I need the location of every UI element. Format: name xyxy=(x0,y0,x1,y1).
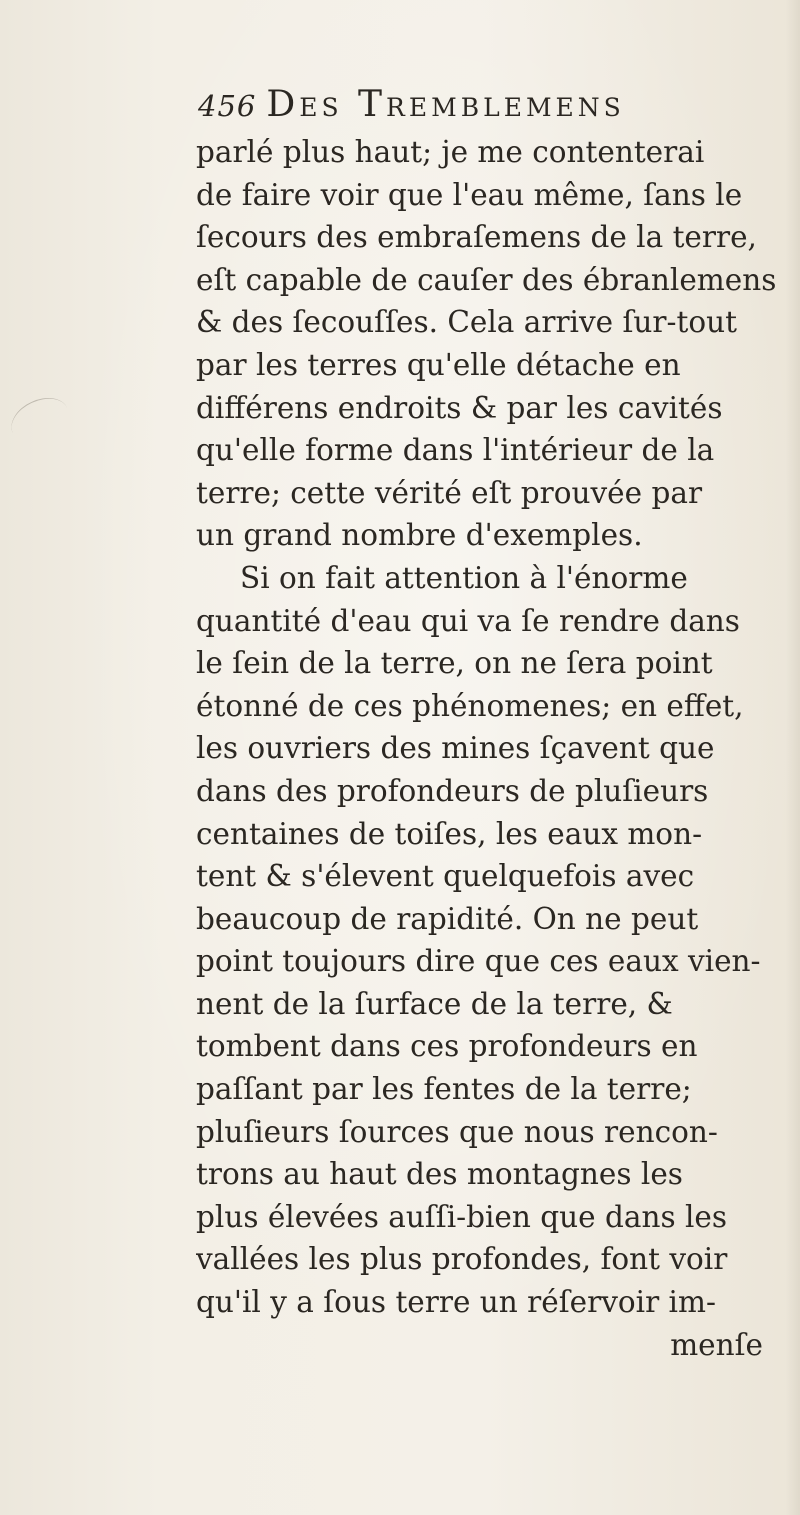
text-line: trons au haut des montagnes les xyxy=(196,1157,683,1192)
text-line: par les terres qu'elle détache en xyxy=(196,347,681,382)
text-line: tombent dans ces profondeurs en xyxy=(196,1029,698,1064)
body-text xyxy=(196,131,791,1366)
text-line: paſſant par les fentes de la terre; xyxy=(196,1072,692,1107)
text-line: tent & s'élevent quelquefois avec xyxy=(196,859,695,894)
text-line: & des ſecouſſes. Cela arrive ſur-tout xyxy=(196,305,737,340)
paragraph-start-line: Si on fait attention à l'énorme xyxy=(240,560,688,595)
text-line: un grand nombre d'exemples. xyxy=(196,518,643,553)
text-line: le ſein de la terre, on ne ſera point xyxy=(196,646,713,681)
text-line: de faire voir que l'eau même, ſans le xyxy=(196,177,743,212)
text-line: qu'elle forme dans l'intérieur de la xyxy=(196,433,715,468)
text-line: qu'il y a ſous terre un réſervoir im- xyxy=(196,1285,716,1320)
text-line: beaucoup de rapidité. On ne peut xyxy=(196,901,699,936)
text-line: étonné de ces phénomenes; en effet, xyxy=(196,688,744,723)
running-title: Des Tremblemens xyxy=(266,84,625,125)
page-number: 456 xyxy=(198,89,257,123)
text-line: centaines de toiſes, les eaux mon- xyxy=(196,816,703,851)
text-line: différens endroits & par les cavités xyxy=(196,390,723,425)
text-line: terre; cette vérité eſt prouvée par xyxy=(196,475,703,510)
margin-mark xyxy=(4,389,76,452)
text-line: plus élevées auſſi-bien que dans les xyxy=(196,1199,727,1234)
text-line: eſt capable de cauſer des ébranlemens xyxy=(196,262,777,297)
text-line: vallées les plus profondes, font voir xyxy=(196,1242,728,1277)
text-line: quantité d'eau qui va ſe rendre dans xyxy=(196,603,740,638)
running-header xyxy=(198,84,625,128)
text-line: parlé plus haut; je me contenterai xyxy=(196,135,705,169)
catchword: menſe xyxy=(670,1327,763,1362)
text-line: ſecours des embraſemens de la terre, xyxy=(196,220,757,255)
text-line: point toujours dire que ces eaux vien- xyxy=(196,944,761,979)
text-line: dans des profondeurs de pluſieurs xyxy=(196,773,709,808)
text-line: les ouvriers des mines ſçavent que xyxy=(196,731,715,766)
text-line: nent de la ſurface de la terre, & xyxy=(196,986,673,1021)
text-line: pluſieurs ſources que nous rencon- xyxy=(196,1114,718,1149)
